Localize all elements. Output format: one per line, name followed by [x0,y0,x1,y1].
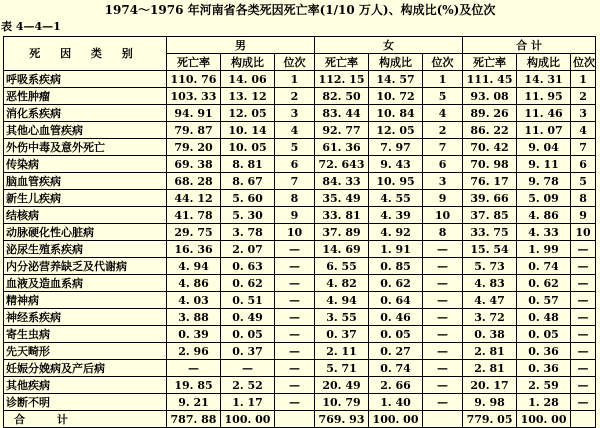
m-ratio-cell: 10. 05 [221,139,275,156]
m-rate-cell: 19. 85 [167,377,221,394]
f-rate-cell: 82. 50 [315,88,369,105]
f-rank-cell: — [423,394,463,411]
m-rank-cell: — [275,343,315,360]
f-rank-cell: — [423,292,463,309]
m-rank-cell [275,411,315,428]
t-rate-cell: 70. 98 [463,156,517,173]
m-rate-cell: 16. 36 [167,241,221,258]
t-rank-cell [571,411,596,428]
m-rate-cell: 103. 33 [167,88,221,105]
m-rank-cell: — [275,275,315,292]
m-rate-cell: 79. 20 [167,139,221,156]
m-ratio-cell: 0. 51 [221,292,275,309]
f-rank-cell: 8 [423,224,463,241]
f-rate-cell: 83. 44 [315,105,369,122]
f-rank-cell: 10 [423,207,463,224]
table-row [4,224,596,241]
cause-cell: 寄生虫病 [4,326,167,343]
m-rate-cell: 41. 78 [167,207,221,224]
m-rate-cell: 69. 38 [167,156,221,173]
t-rank-cell: — [571,360,596,377]
f-rank-cell: 3 [423,173,463,190]
f-rank-cell [423,411,463,428]
m-ratio-cell: 0. 37 [221,343,275,360]
t-rate-cell: 89. 26 [463,105,517,122]
table-row [4,309,596,326]
cause-cell: 合 计 [4,411,167,428]
t-ratio-cell: 9. 11 [517,156,571,173]
cause-cell: 动脉硬化性心脏病 [4,224,167,241]
m-ratio-cell: 14. 06 [221,71,275,88]
f-ratio-cell: 10. 95 [369,173,423,190]
f-rate-cell: 35. 49 [315,190,369,207]
document-title: 1974～1976 年河南省各类死因死亡率(1/10 万人)、构成比(%)及位次 [104,3,496,17]
f-rank-cell: — [423,377,463,394]
m-ratio-cell: 8. 81 [221,156,275,173]
m-rank-cell: — [275,292,315,309]
f-ratio-cell: 4. 92 [369,224,423,241]
m-ratio-cell: 0. 49 [221,309,275,326]
t-ratio-cell: 0. 57 [517,292,571,309]
header-row-groups [4,37,596,54]
header-male-rate: 死亡率 [167,54,221,71]
cause-cell: 结核病 [4,207,167,224]
m-rate-cell: 2. 96 [167,343,221,360]
cause-cell: 内分泌营养缺乏及代谢病 [4,258,167,275]
m-rate-cell: 29. 75 [167,224,221,241]
f-ratio-cell: 0. 64 [369,292,423,309]
m-rank-cell: — [275,258,315,275]
m-rate-cell: 44. 12 [167,190,221,207]
f-rank-cell: — [423,258,463,275]
t-rate-cell: 2. 81 [463,343,517,360]
table-row [4,71,596,88]
m-rate-cell: 79. 87 [167,122,221,139]
f-ratio-cell: 10. 72 [369,88,423,105]
t-ratio-cell: 5. 09 [517,190,571,207]
m-rate-cell: 4. 86 [167,275,221,292]
m-ratio-cell: — [221,360,275,377]
header-total-rank: 位次 [571,54,596,71]
t-rank-cell: — [571,275,596,292]
m-ratio-cell: 100. 00 [221,411,275,428]
t-rate-cell: 111. 45 [463,71,517,88]
t-rate-cell: 2. 81 [463,360,517,377]
m-ratio-cell: 5. 30 [221,207,275,224]
t-ratio-cell: 0. 62 [517,275,571,292]
t-ratio-cell: 0. 05 [517,326,571,343]
table-row [4,156,596,173]
header-total-rate: 死亡率 [463,54,517,71]
f-rank-cell: 7 [423,139,463,156]
cause-cell: 恶性肿瘤 [4,88,167,105]
cause-cell: 精神病 [4,292,167,309]
mortality-table [3,36,596,428]
f-rank-cell: 2 [423,122,463,139]
m-rate-cell: 4. 94 [167,258,221,275]
m-rate-cell: 9. 21 [167,394,221,411]
m-rate-cell: — [167,360,221,377]
table-row [4,258,596,275]
m-rank-cell: — [275,394,315,411]
f-rank-cell: — [423,275,463,292]
f-rate-cell: 20. 49 [315,377,369,394]
m-rank-cell: 10 [275,224,315,241]
t-rank-cell: — [571,394,596,411]
t-rank-cell: 6 [571,156,596,173]
t-rate-cell: 39. 66 [463,190,517,207]
t-rank-cell: — [571,241,596,258]
m-ratio-cell: 5. 60 [221,190,275,207]
f-rate-cell: 4. 82 [315,275,369,292]
f-rank-cell: — [423,309,463,326]
m-rank-cell: — [275,309,315,326]
m-rate-cell: 94. 91 [167,105,221,122]
m-rank-cell: 7 [275,173,315,190]
t-rate-cell: 5. 73 [463,258,517,275]
f-ratio-cell: 100. 00 [369,411,423,428]
t-ratio-cell: 0. 74 [517,258,571,275]
f-ratio-cell: 14. 57 [369,71,423,88]
header-female: 女 [315,37,463,54]
table-row [4,241,596,258]
m-rank-cell: — [275,360,315,377]
f-rate-cell: 33. 81 [315,207,369,224]
table-total-row [4,411,596,428]
t-ratio-cell: 4. 33 [517,224,571,241]
f-rate-cell: 61. 36 [315,139,369,156]
m-rank-cell: 6 [275,156,315,173]
f-rate-cell: 5. 71 [315,360,369,377]
m-rank-cell: 8 [275,190,315,207]
f-ratio-cell: 0. 46 [369,309,423,326]
cause-cell: 消化系疾病 [4,105,167,122]
t-rate-cell: 779. 05 [463,411,517,428]
m-rate-cell: 68. 28 [167,173,221,190]
m-ratio-cell: 8. 67 [221,173,275,190]
f-rank-cell: 1 [423,71,463,88]
header-female-rank: 位次 [423,54,463,71]
t-rank-cell: — [571,343,596,360]
t-rate-cell: 3. 72 [463,309,517,326]
cause-cell: 传染病 [4,156,167,173]
t-ratio-cell: 11. 07 [517,122,571,139]
f-rank-cell: — [423,360,463,377]
f-ratio-cell: 0. 62 [369,275,423,292]
cause-cell: 诊断不明 [4,394,167,411]
header-female-rate: 死亡率 [315,54,369,71]
m-rate-cell: 4. 03 [167,292,221,309]
cause-cell: 其他心血管疾病 [4,122,167,139]
t-rank-cell: — [571,309,596,326]
f-ratio-cell: 7. 97 [369,139,423,156]
m-ratio-cell: 0. 63 [221,258,275,275]
f-ratio-cell: 4. 55 [369,190,423,207]
t-rate-cell: 9. 98 [463,394,517,411]
m-rank-cell: 4 [275,122,315,139]
m-rank-cell: — [275,326,315,343]
t-rate-cell: 4. 47 [463,292,517,309]
m-rank-cell: 2 [275,88,315,105]
table-row [4,377,596,394]
cause-cell: 脑血管疾病 [4,173,167,190]
m-rate-cell: 787. 88 [167,411,221,428]
t-ratio-cell: 100. 00 [517,411,571,428]
cause-cell: 泌尿生殖系疾病 [4,241,167,258]
f-rate-cell: 3. 55 [315,309,369,326]
t-ratio-cell: 0. 36 [517,360,571,377]
f-ratio-cell: 0. 27 [369,343,423,360]
table-row [4,292,596,309]
m-ratio-cell: 1. 17 [221,394,275,411]
m-rank-cell: — [275,241,315,258]
table-row [4,122,596,139]
table-number: 表 4—4—1 [1,20,61,33]
f-rate-cell: 92. 77 [315,122,369,139]
f-rate-cell: 0. 37 [315,326,369,343]
table-row [4,105,596,122]
t-rank-cell: 4 [571,122,596,139]
f-rate-cell: 72. 643 [315,156,369,173]
header-total-ratio: 构成比 [517,54,571,71]
t-ratio-cell: 11. 95 [517,88,571,105]
f-ratio-cell: 9. 43 [369,156,423,173]
m-ratio-cell: 13. 12 [221,88,275,105]
m-rank-cell: 3 [275,105,315,122]
header-cause: 死 因 类 别 [4,37,167,71]
m-rank-cell: 1 [275,71,315,88]
f-ratio-cell: 1. 91 [369,241,423,258]
f-rate-cell: 769. 93 [315,411,369,428]
t-ratio-cell: 1. 99 [517,241,571,258]
t-rank-cell: 5 [571,173,596,190]
t-ratio-cell: 14. 31 [517,71,571,88]
m-rate-cell: 110. 76 [167,71,221,88]
m-rank-cell: — [275,377,315,394]
t-rate-cell: 15. 54 [463,241,517,258]
cause-cell: 新生儿疾病 [4,190,167,207]
table-row [4,326,596,343]
t-rank-cell: 2 [571,88,596,105]
table-row [4,207,596,224]
t-rank-cell: 7 [571,139,596,156]
f-rank-cell: 6 [423,156,463,173]
f-ratio-cell: 0. 05 [369,326,423,343]
t-rate-cell: 70. 42 [463,139,517,156]
f-rate-cell: 4. 94 [315,292,369,309]
header-total: 合 计 [463,37,596,54]
f-ratio-cell: 10. 84 [369,105,423,122]
f-ratio-cell: 4. 39 [369,207,423,224]
f-rank-cell: 5 [423,88,463,105]
f-ratio-cell: 12. 05 [369,122,423,139]
f-rate-cell: 112. 15 [315,71,369,88]
t-ratio-cell: 9. 78 [517,173,571,190]
cause-cell: 血液及造血系病 [4,275,167,292]
m-ratio-cell: 10. 14 [221,122,275,139]
f-ratio-cell: 0. 85 [369,258,423,275]
t-rank-cell: 9 [571,207,596,224]
header-male-ratio: 构成比 [221,54,275,71]
f-ratio-cell: 1. 40 [369,394,423,411]
t-rate-cell: 76. 17 [463,173,517,190]
f-rank-cell: 4 [423,105,463,122]
t-rate-cell: 37. 85 [463,207,517,224]
cause-cell: 先天畸形 [4,343,167,360]
t-ratio-cell: 4. 86 [517,207,571,224]
t-rank-cell: 3 [571,105,596,122]
table-body [4,71,596,428]
header-female-ratio: 构成比 [369,54,423,71]
t-ratio-cell: 11. 46 [517,105,571,122]
m-rank-cell: 5 [275,139,315,156]
t-rank-cell: 8 [571,190,596,207]
f-rate-cell: 10. 79 [315,394,369,411]
t-rate-cell: 0. 38 [463,326,517,343]
cause-cell: 神经系疾病 [4,309,167,326]
cause-cell: 外伤中毒及意外死亡 [4,139,167,156]
m-ratio-cell: 0. 62 [221,275,275,292]
t-ratio-cell: 2. 59 [517,377,571,394]
f-rate-cell: 14. 69 [315,241,369,258]
t-ratio-cell: 9. 04 [517,139,571,156]
t-rank-cell: 1 [571,71,596,88]
m-rate-cell: 3. 88 [167,309,221,326]
m-rank-cell: 9 [275,207,315,224]
m-ratio-cell: 3. 78 [221,224,275,241]
m-ratio-cell: 12. 05 [221,105,275,122]
header-male: 男 [167,37,315,54]
t-rank-cell: — [571,292,596,309]
f-rank-cell: 9 [423,190,463,207]
t-rank-cell: — [571,258,596,275]
cause-cell: 呼吸系疾病 [4,71,167,88]
t-ratio-cell: 1. 28 [517,394,571,411]
table-row [4,88,596,105]
m-ratio-cell: 2. 07 [221,241,275,258]
table-row [4,190,596,207]
f-rank-cell: — [423,343,463,360]
t-ratio-cell: 0. 48 [517,309,571,326]
m-ratio-cell: 0. 05 [221,326,275,343]
header-male-rank: 位次 [275,54,315,71]
m-rate-cell: 0. 39 [167,326,221,343]
t-rate-cell: 4. 83 [463,275,517,292]
f-rank-cell: — [423,241,463,258]
table-row [4,275,596,292]
t-rate-cell: 86. 22 [463,122,517,139]
f-rate-cell: 37. 89 [315,224,369,241]
f-rate-cell: 2. 11 [315,343,369,360]
table-row [4,139,596,156]
m-ratio-cell: 2. 52 [221,377,275,394]
table-row [4,360,596,377]
t-ratio-cell: 0. 36 [517,343,571,360]
f-rank-cell: — [423,326,463,343]
t-rank-cell: — [571,377,596,394]
table-row [4,343,596,360]
t-rate-cell: 20. 17 [463,377,517,394]
cause-cell: 妊娠分娩病及产后病 [4,360,167,377]
f-rate-cell: 84. 33 [315,173,369,190]
t-rate-cell: 33. 75 [463,224,517,241]
t-rank-cell: 10 [571,224,596,241]
f-rate-cell: 6. 55 [315,258,369,275]
t-rank-cell: — [571,326,596,343]
f-ratio-cell: 2. 66 [369,377,423,394]
t-rate-cell: 93. 08 [463,88,517,105]
table-row [4,173,596,190]
f-ratio-cell: 0. 74 [369,360,423,377]
cause-cell: 其他疾病 [4,377,167,394]
